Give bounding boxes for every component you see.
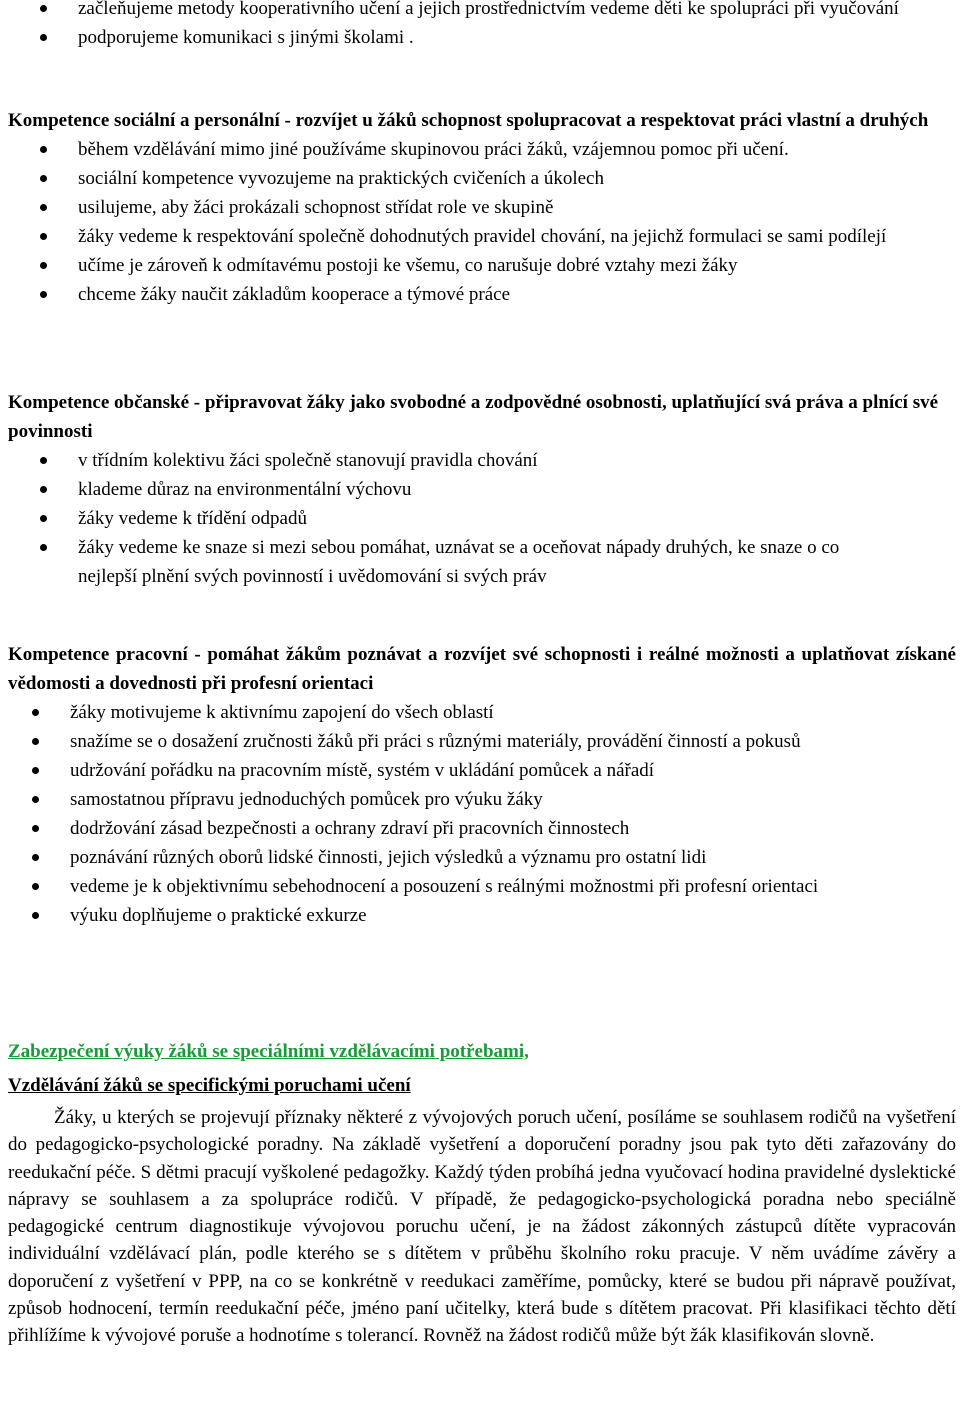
list-item: dodržování zásad bezpečnosti a ochrany zdraví při pracovních činnostech — [0, 814, 956, 843]
list-item: samostatnou přípravu jednoduchých pomůcek pro výuku žáky — [0, 785, 956, 814]
list-item: snažíme se o dosažení zručnosti žáků při práci s různými materiály, provádění činností a pokusů — [0, 727, 956, 756]
list-item: výuku doplňujeme o praktické exkurze — [0, 901, 956, 930]
list-item: udržování pořádku na pracovním místě, systém v ukládání pomůcek a nářadí — [0, 756, 956, 785]
list-item: sociální kompetence vyvozujeme na praktických cvičeních a úkolech — [0, 164, 952, 193]
section-heading: Kompetence pracovní - pomáhat žákům poznávat a rozvíjet své schopnosti i reálné možnosti a uplatňovat získané vědomosti a dovednosti při profesní orientaci — [8, 644, 956, 694]
bullet-list — [0, 698, 956, 930]
list-item: v třídním kolektivu žáci společně stanovují pravidla chování — [0, 446, 900, 475]
special-needs-title: Zabezpečení výuky žáků se speciálními vzdělávacími potřebami, — [8, 1041, 529, 1062]
top-bullet-list — [0, 0, 940, 52]
list-item: učíme je zároveň k odmítavému postoji ke všemu, co narušuje dobré vztahy mezi žáky — [0, 251, 952, 280]
list-item: poznávání různých oborů lidské činnosti, jejich výsledků a významu pro ostatní lidi — [0, 843, 956, 872]
list-item: žáky vedeme ke snaze si mezi sebou pomáhat, uznávat se a oceňovat nápady druhých, ke snaze o co nejlepší plnění svých povinností i uvědomování si svých práv — [0, 533, 900, 591]
section-heading: Kompetence občanské - připravovat žáky jako svobodné a zodpovědné osobnosti, uplatňující svá práva a plnící své povinnosti — [8, 392, 939, 442]
list-item: žáky vedeme k třídění odpadů — [0, 504, 900, 533]
list-item: během vzdělávání mimo jiné používáme skupinovou práci žáků, vzájemnou pomoc při učení. — [0, 135, 952, 164]
bullet-list — [0, 135, 952, 309]
list-item: chceme žáky naučit základům kooperace a týmové práce — [0, 280, 952, 309]
work-section — [0, 640, 960, 930]
list-item: vedeme je k objektivnímu sebehodnocení a posouzení s reálnými možnostmi při profesní orientaci — [0, 872, 956, 901]
list-item: usilujeme, aby žáci prokázali schopnost střídat role ve skupině — [0, 193, 952, 222]
list-item: žáky motivujeme k aktivnímu zapojení do všech oblastí — [0, 698, 956, 727]
specific-disorders-subtitle: Vzdělávání žáků se specifickými poruchami učení — [8, 1075, 411, 1096]
section-heading: Kompetence sociální a personální - rozvíjet u žáků schopnost spolupracovat a respektovat práci vlastní a druhých — [8, 110, 929, 131]
civic-section — [0, 388, 960, 591]
body-paragraph — [8, 1104, 956, 1350]
list-item: začleňujeme metody kooperativního učení a jejich prostřednictvím vedeme děti ke spolupráci při vyučování — [0, 0, 940, 23]
list-item: klademe důraz na environmentální výchovu — [0, 475, 900, 504]
bullet-list — [0, 446, 900, 591]
social-section — [0, 106, 960, 309]
paragraph-text: Žáky, u kterých se projevují příznaky některé z vývojových poruch učení, posíláme se souhlasem rodičů na vyšetření do pedagogicko-psychologické poradny. Na základě vyšetření a doporučení poradny jsou pak tyto děti zařazovány do reedukační péče. S dětmi pracují vyškolené pedagožky. Každý týden probíhá jedna vyučovací hodina pravidelné dyslektické nápravy se souhlasem a za spolupráce rodičů. V případě, že pedagogicko-psychologická poradna nebo speciálně pedagogické centrum diagnostikuje vývojovou poruchu učení, je na žádost zákonných zástupců dítěte vypracován individuální vzdělávací plán, podle kterého se s dítětem v průběhu školního roku pracuje. V něm uvádíme závěry a doporučení z vyšetření v PPP, na co se konkrétně v reedukaci zaměříme, pomůcky, které se budou při nápravě používat, způsob hodnocení, termín reedukační péče, jméno paní učitelky, která bude s dítětem pracovat. Při klasifikaci těchto dětí přihlížíme k vývojové poruše a hodnotíme s tolerancí. Rovněž na žádost rodičů může být žák klasifikován slovně. — [8, 1107, 956, 1347]
list-item: podporujeme komunikaci s jinými školami . — [0, 23, 940, 52]
list-item: žáky vedeme k respektování společně dohodnutých pravidel chování, na jejichž formulaci se sami podílejí — [0, 222, 952, 251]
